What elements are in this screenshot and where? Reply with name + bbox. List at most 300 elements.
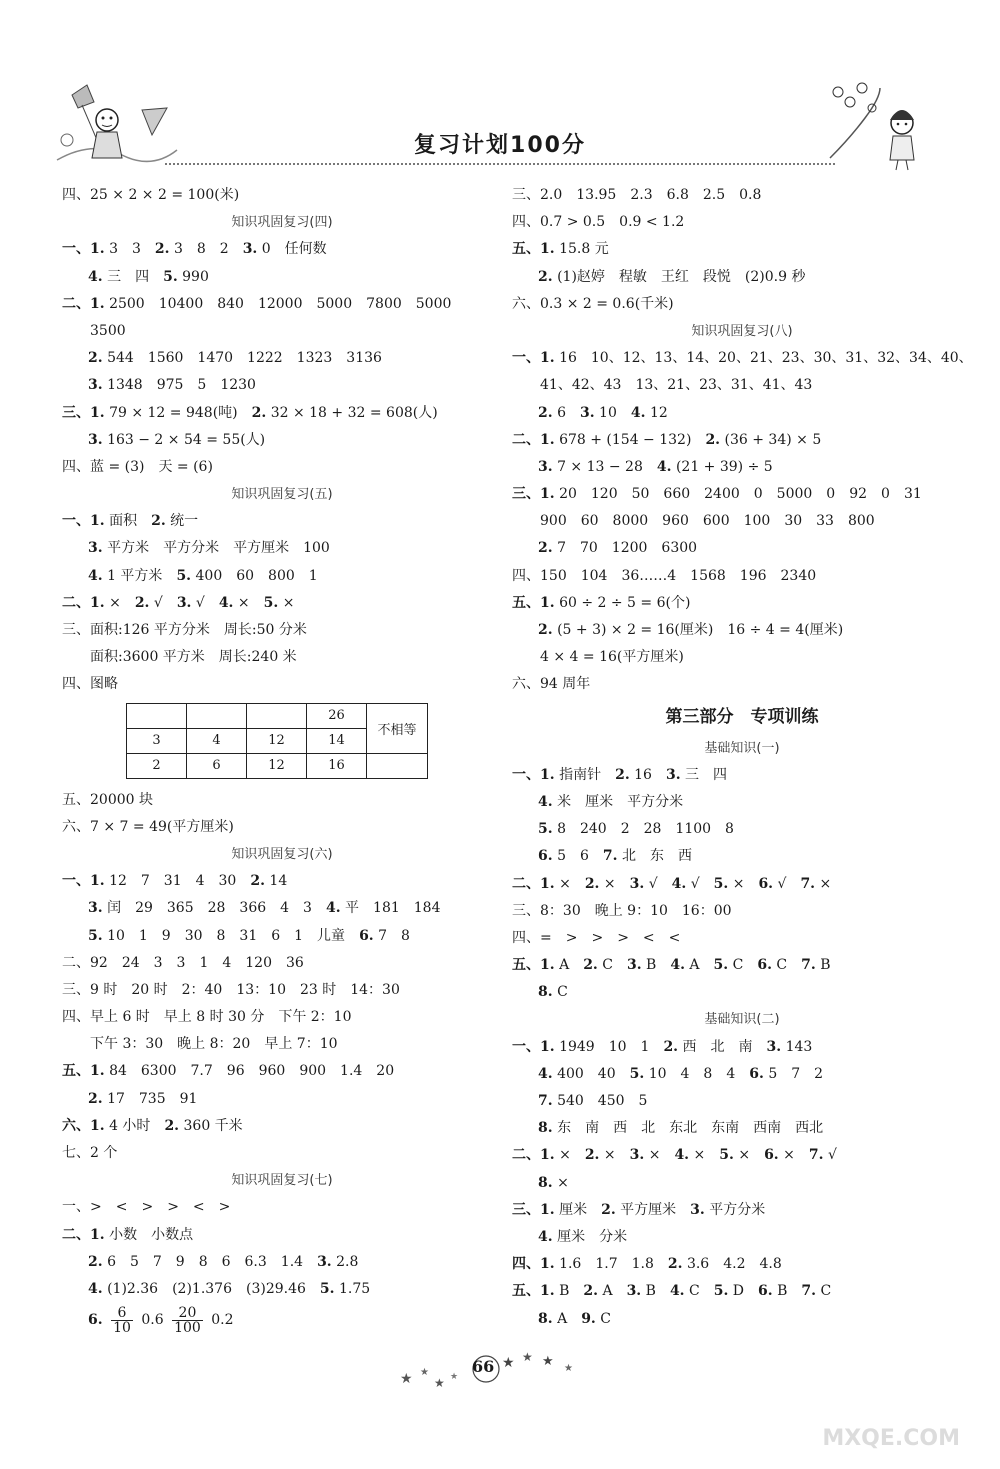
answer-text: 5 6	[552, 848, 603, 865]
answer-line	[62, 590, 502, 617]
answer-line	[512, 1142, 972, 1169]
item-number: 2.	[538, 622, 553, 638]
item-number: 4.	[674, 1147, 690, 1164]
answer-line: 下午 3：30 晚上 8：20 早上 7：10	[90, 1036, 338, 1053]
item-number: 3.	[766, 1038, 782, 1055]
answer-text: 0 任何数	[257, 241, 327, 258]
item-number: 一、1.	[62, 873, 105, 890]
item-number: 6.	[538, 848, 553, 865]
table-row	[127, 703, 428, 728]
answer-text: 1.75	[334, 1280, 371, 1297]
answer-text: 678 + (154 − 132)	[554, 431, 706, 448]
answer-text: 1 平方米	[102, 567, 177, 584]
item-number: 六、1.	[62, 1117, 105, 1134]
answer-text: 540 450 5	[552, 1093, 648, 1109]
answer-line	[512, 1088, 972, 1115]
section-heading: 知识巩固复习(八)	[691, 323, 793, 339]
item-number: 二、1.	[512, 1147, 555, 1164]
item-number: 五、1.	[512, 1283, 555, 1300]
answer-line	[62, 535, 502, 562]
item-number: 3.	[665, 766, 681, 783]
answer-line	[62, 345, 502, 372]
item-number: 4.	[670, 957, 685, 974]
answer-text: 3 3	[104, 241, 155, 258]
answer-text: ×	[104, 594, 135, 611]
answer-text: A	[598, 1283, 627, 1300]
item-number: 2.	[615, 766, 630, 783]
item-number: 4.	[325, 900, 341, 917]
item-number: 三、1.	[512, 486, 555, 503]
item-number: 4.	[218, 594, 234, 611]
answer-text: 西 北 南	[678, 1038, 767, 1055]
item-number: 五、1.	[512, 594, 555, 611]
item-number: 5.	[629, 1065, 645, 1082]
table-cell: 14	[307, 728, 367, 753]
answer-text: 0.2	[206, 1312, 234, 1329]
answer-line	[512, 345, 972, 372]
answer-text: (1)赵婷 程敏 王红 段悦 (2)0.9 秒	[552, 268, 806, 285]
answer-text: 米 厘米 平方分米	[552, 793, 684, 810]
answer-line: 四、= > > > < <	[512, 929, 681, 946]
answer-text: 小数 小数点	[104, 1226, 194, 1243]
answer-line	[512, 1251, 972, 1278]
answer-line: 三、8：30 晚上 9：10 16：00	[512, 902, 732, 919]
answer-text: 面积	[104, 513, 152, 530]
answer-text: (36 + 34) × 5	[720, 431, 822, 448]
answer-line: 二、92 24 3 3 1 4 120 36	[62, 954, 304, 971]
answer-line: 六、94 周年	[512, 676, 591, 693]
stars-decoration-icon	[390, 1335, 610, 1395]
answer-text: 厘米 分米	[552, 1228, 628, 1245]
answer-text: 平方厘米	[615, 1201, 691, 1218]
item-number: 5.	[263, 594, 279, 611]
section-heading: 知识巩固复习(四)	[231, 215, 333, 231]
answer-line	[62, 264, 502, 291]
item-number: 2.	[251, 404, 267, 421]
answer-text: √	[823, 1147, 837, 1164]
item-number: 3.	[538, 458, 553, 475]
item-number: 2.	[601, 1201, 616, 1218]
answer-text: 6 5 7 9 8 6 6.3 1.4	[102, 1253, 318, 1270]
answer-text: 0.6	[136, 1312, 169, 1329]
item-number: 9.	[581, 1310, 596, 1327]
item-number: 3.	[242, 241, 258, 258]
answer-line	[512, 762, 972, 789]
answer-text: 32 × 18 + 32 = 608(人)	[266, 404, 438, 421]
item-number: 3.	[88, 431, 103, 448]
watermark-logo	[740, 1371, 960, 1451]
header-title: 复习计划100分	[414, 133, 586, 158]
answer-text: ×	[644, 1147, 675, 1164]
answer-text: B	[554, 1283, 584, 1300]
answer-text: √	[773, 875, 801, 892]
table-cell: 4	[187, 728, 247, 753]
item-number: 6.	[764, 1147, 779, 1164]
answer-text: 闰 29 365 28 366 4 3	[102, 900, 326, 917]
item-number: 5.	[713, 1283, 729, 1300]
item-number: 2.	[667, 1256, 683, 1273]
item-number: 5.	[163, 268, 178, 285]
answer-text: A	[554, 957, 584, 974]
answer-text: 544 1560 1470 1222 1323 3136	[102, 350, 382, 367]
answer-text: C	[595, 1310, 611, 1327]
answer-text: (1)2.36 (2)1.376 (3)29.46	[102, 1280, 320, 1297]
answer-line: 3500	[90, 322, 126, 339]
answer-line: 一、> < > > < >	[62, 1199, 231, 1216]
fraction	[172, 1306, 203, 1335]
item-number: 五、1.	[62, 1063, 105, 1080]
answer-text: A	[684, 957, 714, 974]
item-number: 2.	[584, 1147, 600, 1164]
answer-line	[62, 868, 502, 895]
answer-line	[512, 979, 972, 1006]
answer-text: 143	[781, 1038, 813, 1055]
answer-line	[62, 1113, 502, 1140]
item-number: 3.	[88, 377, 103, 394]
fraction	[111, 1306, 133, 1335]
answer-text: C	[552, 984, 568, 1001]
answer-text: ×	[599, 875, 630, 892]
answer-text: 三 四	[680, 766, 728, 783]
fraction-numerator: 6	[111, 1306, 133, 1321]
item-number: 6.	[758, 1283, 773, 1300]
item-number: 6.	[757, 957, 772, 974]
item-number: 8.	[538, 1310, 553, 1327]
item-number: 6.	[749, 1065, 764, 1082]
table-cell: 3	[127, 728, 187, 753]
answer-text: B	[641, 957, 671, 974]
item-number: 3.	[626, 957, 642, 974]
item-number: 2.	[154, 241, 170, 258]
answer-line	[512, 1170, 972, 1197]
item-number: 2.	[134, 594, 150, 611]
answer-text: 3 8 2	[169, 241, 243, 258]
item-number: 4.	[669, 1283, 685, 1300]
answer-line	[62, 895, 502, 922]
item-number: 5.	[538, 821, 553, 838]
item-number: 2.	[250, 873, 265, 890]
item-number: 4.	[88, 1280, 103, 1297]
svg-text:★: ★	[522, 1350, 533, 1364]
table-cell	[127, 703, 187, 728]
answer-line	[62, 1303, 502, 1337]
answer-text: 5 7 2	[763, 1065, 824, 1082]
answer-line	[512, 400, 972, 427]
answer-text: B	[772, 1283, 802, 1300]
table-row	[127, 753, 428, 778]
item-number: 3.	[629, 1147, 645, 1164]
answer-line	[512, 617, 972, 644]
item-number: 7.	[602, 848, 618, 865]
answer-text: √	[191, 594, 219, 611]
answer-line	[512, 427, 972, 454]
answer-text: ×	[554, 875, 585, 892]
item-number: 3.	[626, 1283, 642, 1300]
answer-text: 2500 10400 840 12000 5000 7800 5000	[104, 295, 452, 312]
answer-line	[512, 535, 972, 562]
item-number: 3.	[317, 1253, 332, 1270]
item-number: 5.	[713, 875, 729, 892]
item-number: 8.	[538, 1120, 553, 1137]
answer-text: √	[149, 594, 177, 611]
answer-text: 东 南 西 北 东北 东南 西南 西北	[552, 1120, 824, 1137]
answer-line: 六、0.3 × 2 = 0.6(千米)	[512, 295, 674, 312]
item-number: 2.	[88, 1253, 103, 1270]
section-heading: 基础知识(二)	[704, 1012, 780, 1028]
item-number: 2.	[88, 1090, 103, 1107]
item-number: 2.	[538, 404, 553, 421]
item-number: 8.	[538, 984, 553, 1001]
item-number: 2.	[88, 350, 103, 367]
answer-line	[512, 843, 972, 870]
fraction-denominator: 100	[174, 1319, 201, 1336]
item-number: 3.	[176, 594, 192, 611]
answer-text: √	[686, 875, 714, 892]
answer-line: 五、20000 块	[62, 791, 153, 808]
svg-text:★: ★	[502, 1355, 515, 1371]
answer-text: 7 8	[373, 927, 410, 944]
answer-text: 统一	[165, 513, 199, 530]
item-number: 五、1.	[512, 957, 555, 974]
answer-line	[62, 923, 502, 950]
item-number: 6.	[88, 1312, 103, 1329]
part-title: 第三部分 专项训练	[665, 706, 819, 727]
answer-text: 1348 975 5 1230	[102, 377, 256, 394]
answer-text: 6	[552, 404, 580, 421]
answer-line	[62, 1276, 502, 1303]
answer-line: 面积:3600 平方米 周长:240 米	[90, 649, 297, 666]
answer-text: 360 千米	[179, 1117, 243, 1134]
answer-text: ×	[728, 875, 759, 892]
section-heading: 知识巩固复习(五)	[231, 487, 333, 503]
answer-line: 四、150 104 36……4 1568 196 2340	[512, 567, 817, 584]
answer-text: 厘米	[554, 1201, 602, 1218]
item-number: 一、1.	[62, 513, 105, 530]
answer-line	[512, 481, 972, 508]
item-number: 2.	[164, 1117, 180, 1134]
item-number: 3.	[629, 875, 645, 892]
answer-text: A	[552, 1310, 582, 1327]
section-heading: 知识巩固复习(六)	[231, 846, 333, 862]
answer-line	[512, 590, 972, 617]
answer-text: ×	[554, 1147, 585, 1164]
answer-text: √	[644, 875, 672, 892]
answer-text: D	[728, 1283, 759, 1300]
answer-text: 2.8	[331, 1253, 359, 1270]
answer-line	[62, 427, 502, 454]
item-number: 二、1.	[62, 1226, 105, 1243]
answer-line	[512, 952, 972, 979]
answer-text: 三 四	[102, 268, 164, 285]
answer-line: 4 × 4 = 16(平方厘米)	[540, 649, 684, 666]
answer-line: 四、图略	[62, 676, 118, 693]
item-number: 2.	[583, 1283, 598, 1300]
table-cell: 16	[307, 753, 367, 778]
answer-text: 12 7 31 4 30	[104, 873, 251, 890]
answer-text: 12	[645, 404, 668, 421]
answer-line	[512, 1034, 972, 1061]
answer-text: B	[641, 1283, 670, 1300]
answer-text: 7 70 1200 6300	[552, 540, 698, 557]
answer-line	[512, 816, 972, 843]
answer-line	[512, 1061, 972, 1088]
answer-line	[62, 1222, 502, 1249]
answer-text: 400 60 800 1	[191, 567, 318, 584]
answer-line	[512, 789, 972, 816]
answer-text: 10 1 9 30 8 31 6 1 儿童	[102, 927, 360, 944]
answer-text: 指南针	[554, 766, 616, 783]
answer-text: 990	[177, 268, 209, 285]
answer-text: C	[597, 957, 627, 974]
item-number: 6.	[758, 875, 774, 892]
answer-line	[62, 1086, 502, 1113]
answer-line: 900 60 8000 960 600 100 30 33 800	[540, 513, 875, 530]
answer-text: 163 − 2 × 54 = 55(人)	[102, 431, 266, 448]
table-cell: 12	[247, 728, 307, 753]
item-number: 7.	[800, 875, 816, 892]
answer-line: 三、2.0 13.95 2.3 6.8 2.5 0.8	[512, 187, 762, 203]
answer-text: C	[684, 1283, 714, 1300]
item-number: 2.	[538, 268, 553, 285]
item-number: 4.	[538, 1228, 553, 1245]
answer-line	[512, 871, 972, 898]
answer-line	[512, 454, 972, 481]
svg-text:★: ★	[450, 1372, 459, 1382]
item-number: 3.	[88, 900, 103, 917]
item-number: 二、1.	[62, 594, 105, 611]
item-number: 4.	[88, 567, 103, 584]
answer-text: ×	[733, 1147, 765, 1164]
item-number: 2.	[151, 513, 166, 530]
answer-text: 79 × 12 = 948(吨)	[104, 404, 252, 421]
answer-text: 15.8 元	[554, 241, 609, 258]
table-cell: 不相等	[367, 703, 428, 753]
answer-text: ×	[599, 1147, 630, 1164]
answer-line: 四、蓝 = (3) 天 = (6)	[62, 458, 213, 475]
item-number: 一、1.	[512, 1038, 555, 1055]
item-number: 2.	[583, 957, 598, 974]
answer-line	[512, 1224, 972, 1251]
answer-text: 10	[594, 404, 631, 421]
answer-text: ×	[233, 594, 264, 611]
section-heading: 基础知识(一)	[704, 740, 780, 756]
svg-text:★: ★	[420, 1367, 429, 1378]
answer-text: 20 120 50 660 2400 0 5000 0 92 0 31	[554, 486, 922, 503]
answer-line	[62, 372, 502, 399]
item-number: 2.	[705, 431, 721, 448]
item-number: 3.	[690, 1201, 705, 1218]
answer-text: C	[816, 1283, 832, 1300]
answer-text: 400 40	[552, 1065, 630, 1082]
item-number: 2.	[584, 875, 600, 892]
item-number: 3.	[579, 404, 595, 421]
answer-text: 北 东 西	[617, 848, 692, 865]
item-number: 一、1.	[512, 350, 555, 367]
item-number: 五、1.	[512, 241, 555, 258]
item-number: 3.	[88, 540, 103, 557]
answer-line: 四、0.7 > 0.5 0.9 < 1.2	[512, 214, 685, 231]
item-number: 4.	[656, 458, 672, 475]
answer-line	[62, 291, 502, 318]
section-heading: 知识巩固复习(七)	[231, 1173, 333, 1189]
answer-line	[62, 400, 502, 427]
item-number: 二、1.	[512, 431, 555, 448]
answer-text: ×	[778, 1147, 809, 1164]
answer-text: 7 × 13 − 28	[552, 458, 657, 475]
page-footer	[390, 1335, 610, 1395]
answer-line: 三、9 时 20 时 2：40 13：10 23 时 14：30	[62, 981, 400, 998]
answer-text: 17 735 91	[102, 1090, 198, 1107]
item-number: 8.	[538, 1174, 553, 1191]
answer-line: 七、2 个	[62, 1145, 118, 1161]
answer-line	[62, 1249, 502, 1276]
answer-text: ×	[815, 875, 832, 892]
item-number: 7.	[808, 1147, 824, 1164]
answer-text: 16 10、12、13、14、20、21、23、30、31、32、34、40、	[554, 350, 973, 367]
answer-text: 平方分米	[704, 1201, 766, 1218]
answer-line	[62, 1058, 502, 1085]
answer-line: 三、面积:126 平方分米 周长:50 分米	[62, 622, 307, 638]
answer-line: 41、42、43 13、21、23、31、41、43	[540, 377, 813, 394]
answer-line	[512, 1115, 972, 1142]
item-number: 5.	[88, 927, 103, 944]
item-number: 2.	[663, 1038, 679, 1055]
item-number: 2.	[538, 540, 553, 557]
item-number: 4.	[671, 875, 687, 892]
item-number: 5.	[319, 1280, 335, 1297]
answer-text: ×	[552, 1174, 569, 1191]
answer-text: 平方米 平方分米 平方厘米 100	[102, 540, 330, 557]
answer-text: C	[771, 957, 802, 974]
item-number: 7.	[538, 1093, 553, 1109]
fraction-numerator: 20	[172, 1306, 203, 1321]
page-header	[0, 0, 1000, 185]
answer-text: (21 + 39) ÷ 5	[671, 458, 773, 475]
svg-text:★: ★	[434, 1376, 445, 1390]
answer-text: 8 240 2 28 1100 8	[552, 821, 734, 838]
answer-text: 平 181 184	[340, 900, 441, 917]
item-number: 4.	[538, 1065, 553, 1082]
fraction-denominator: 10	[113, 1319, 131, 1336]
answer-text: 14	[264, 873, 288, 890]
answer-text: ×	[278, 594, 295, 611]
svg-text:★: ★	[564, 1363, 573, 1374]
item-number: 4.	[630, 404, 646, 421]
item-number: 4.	[538, 793, 553, 810]
header-divider	[165, 163, 835, 165]
answer-table	[126, 703, 428, 779]
table-cell: 2	[127, 753, 187, 778]
answer-text: (5 + 3) × 2 = 16(厘米) 16 ÷ 4 = 4(厘米)	[552, 622, 844, 638]
item-number: 5.	[176, 567, 192, 584]
answer-text: 84 6300 7.7 96 960 900 1.4 20	[104, 1063, 395, 1080]
item-number: 7.	[801, 1283, 817, 1300]
answer-text: ×	[689, 1147, 720, 1164]
item-number: 6.	[359, 927, 374, 944]
answer-line	[512, 1278, 972, 1305]
item-number: 二、1.	[62, 295, 105, 312]
item-number: 5.	[719, 1147, 734, 1164]
page-number: 66	[472, 1357, 495, 1376]
left-column	[62, 182, 502, 1337]
table-cell	[187, 703, 247, 728]
table-cell: 6	[187, 753, 247, 778]
item-number: 一、1.	[62, 241, 105, 258]
item-number: 7.	[801, 957, 816, 974]
answer-text: 3.6 4.2 4.8	[682, 1256, 782, 1273]
svg-text:★: ★	[542, 1354, 554, 1369]
item-number: 三、1.	[62, 404, 105, 421]
